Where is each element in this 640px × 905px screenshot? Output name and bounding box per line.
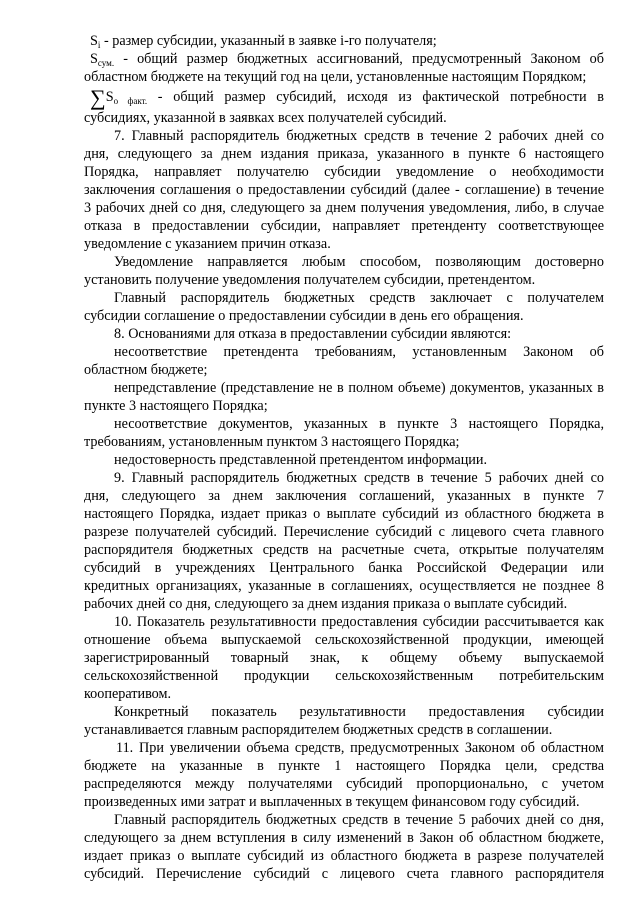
text-line xyxy=(84,487,604,505)
text-line xyxy=(84,541,604,559)
text-line xyxy=(84,865,604,883)
line-text: областном бюджете на текущий год на цели, установленные настоящим Порядком; xyxy=(84,69,587,85)
text-line xyxy=(84,523,604,541)
line-text: Главный распорядитель бюджетных средств в течение 5 рабочих дней со дня, xyxy=(114,812,604,828)
line-text: заключения соглашения о предоставлении субсидий (далее - соглашение) в течение xyxy=(84,182,604,198)
text-line xyxy=(114,127,604,145)
line-text-rest: - размер субсидии, указанный в заявке i-го получателя; xyxy=(100,33,437,49)
text-line xyxy=(114,613,604,631)
line-text: Конкретный показатель результативности предоставления субсидии xyxy=(114,704,604,720)
sum-symbol: ∑ xyxy=(90,88,106,110)
line-text: областном бюджете; xyxy=(84,362,208,378)
line-text: Уведомление направляется любым способом, позволяющим достоверно xyxy=(114,254,604,270)
line-text: отказа в предоставлении субсидии, направляет претенденту соответствующее xyxy=(84,218,604,234)
text-line xyxy=(114,451,604,469)
text-line xyxy=(84,217,604,235)
line-text: 8. Основаниями для отказа в предоставлении субсидии являются: xyxy=(114,326,512,342)
line-text: Главный распорядитель бюджетных средств заключает с получателем xyxy=(114,290,604,306)
line-text: отношение объема выпускаемой сельскохозяйственной продукции, имеющей xyxy=(84,632,604,648)
text-line xyxy=(84,685,604,703)
text-line xyxy=(84,721,604,739)
text-line xyxy=(84,307,604,325)
line-text: 10. Показатель результативности предоставления субсидии рассчитывается как xyxy=(114,614,604,630)
line-text: субсидиях, указанной в заявках всех получателей субсидий. xyxy=(84,110,447,126)
line-text: зарегистрированный товарный знак, к общему объему выпускаемой xyxy=(84,650,604,666)
line-text: 9. Главный распорядитель бюджетных средств в течение 5 рабочих дней со xyxy=(114,470,604,486)
line-text: S xyxy=(90,33,98,49)
text-line xyxy=(114,325,604,343)
text-line xyxy=(84,829,604,847)
text-line xyxy=(84,145,604,163)
line-text: дня, следующего за днем заключения соглашений, указанных в пункте 7 xyxy=(84,488,604,504)
text-line xyxy=(90,88,604,110)
text-line xyxy=(84,667,604,685)
text-line xyxy=(84,757,604,775)
line-text: пункте 3 настоящего Порядка; xyxy=(84,398,268,414)
text-line xyxy=(84,433,604,451)
subscript: i xyxy=(97,40,101,50)
line-text: кредитных организациях, указанные в соглашениях, осуществляется не позднее 8 xyxy=(84,578,604,594)
line-text: S xyxy=(90,51,98,67)
line-text: дня, следующего за днем издания приказа, указанного в пункте 6 настоящего xyxy=(84,146,604,162)
text-line xyxy=(84,559,604,577)
line-text: настоящего Порядка, издает приказ о выплате субсидий из областного бюджета в xyxy=(84,506,604,522)
line-text-rest: - общий размер бюджетных ассигнований, предусмотренный Законом об xyxy=(114,51,604,67)
text-line xyxy=(114,415,604,433)
text-line xyxy=(84,397,604,415)
line-text: рабочих дней со дня, следующего за днем издания приказа о выплате субсидий. xyxy=(84,596,568,612)
text-line xyxy=(116,739,604,757)
line-text: несоответствие документов, указанных в пункте 3 настоящего Порядка, xyxy=(114,416,604,432)
line-text: распорядителя бюджетных средств на расчетные счета, открытые получателям xyxy=(84,542,604,558)
line-text: Порядка, направляет получателю субсидии уведомление о необходимости xyxy=(84,164,604,180)
text-line xyxy=(84,505,604,523)
line-text-rest: - общий размер субсидий, исходя из фактической потребности в xyxy=(147,89,604,105)
line-text: 3 рабочих дней со дня, следующего за днем получения уведомления, либо, в случае xyxy=(84,200,604,216)
text-line xyxy=(84,163,604,181)
text-line xyxy=(84,68,604,86)
text-line xyxy=(114,253,604,271)
text-line xyxy=(84,595,604,613)
text-line xyxy=(84,775,604,793)
subscript: сум. xyxy=(97,58,115,68)
text-line xyxy=(84,649,604,667)
text-line xyxy=(114,379,604,397)
text-line xyxy=(84,847,604,865)
line-text: произведенных ими затрат и выплаченных в текущем финансовом году субсидий. xyxy=(84,794,580,810)
text-line xyxy=(114,289,604,307)
line-text: установить получение уведомления получателем субсидии, претендентом. xyxy=(84,272,536,288)
line-text: субсидий в учреждениях Центрального банка Российской Федерации или xyxy=(84,560,604,576)
line-text: уведомление с указанием причин отказа. xyxy=(84,236,331,252)
text-line xyxy=(114,811,604,829)
text-line xyxy=(114,703,604,721)
text-line xyxy=(84,271,604,289)
line-text: кооперативом. xyxy=(84,686,172,702)
line-text: следующего за днем вступления в силу изменений в Закон об областном бюджете, xyxy=(84,830,604,846)
subscript: о факт. xyxy=(113,96,148,106)
text-line xyxy=(84,631,604,649)
line-text: непредставление (представление не в полном объеме) документов, указанных в xyxy=(114,380,604,396)
text-line xyxy=(84,793,604,811)
line-text: несоответствие претендента требованиям, установленным Законом об xyxy=(114,344,604,360)
text-line xyxy=(84,199,604,217)
text-line xyxy=(84,109,604,127)
text-line xyxy=(114,469,604,487)
line-text: бюджете на указанные в пункте 1 настоящего Порядка цели, средства xyxy=(84,758,604,774)
text-line xyxy=(84,577,604,595)
line-text: устанавливается главным распорядителем бюджетных средств в соглашении. xyxy=(84,722,553,738)
text-line xyxy=(84,181,604,199)
line-text: S xyxy=(105,89,114,105)
text-line xyxy=(114,343,604,361)
line-text: требованиям, установленным пунктом 3 настоящего Порядка; xyxy=(84,434,460,450)
line-text: разрезе получателей субсидий. Перечисление субсидий с лицевого счета главного xyxy=(84,524,604,540)
text-line xyxy=(84,361,604,379)
line-text: сельскохозяйственной продукции сельскохозяйственным потребительским xyxy=(84,668,604,684)
line-text: 7. Главный распорядитель бюджетных средств в течение 2 рабочих дней со xyxy=(114,128,604,144)
line-text: недостоверность представленной претендентом информации. xyxy=(114,452,488,468)
line-text: распределяются между получателями субсидий пропорционально, с учетом xyxy=(84,776,604,792)
line-text: субсидии соглашение о предоставлении субсидии в день его обращения. xyxy=(84,308,524,324)
text-line xyxy=(84,235,604,253)
line-text: издает приказ о выплате субсидий из областного бюджета в разрезе получателей xyxy=(84,848,604,864)
line-text: 11. При увеличении объема средств, предусмотренных Законом об областном xyxy=(116,740,604,756)
line-text: субсидий. Перечисление субсидий с лицевого счета главного распорядителя xyxy=(84,866,604,882)
